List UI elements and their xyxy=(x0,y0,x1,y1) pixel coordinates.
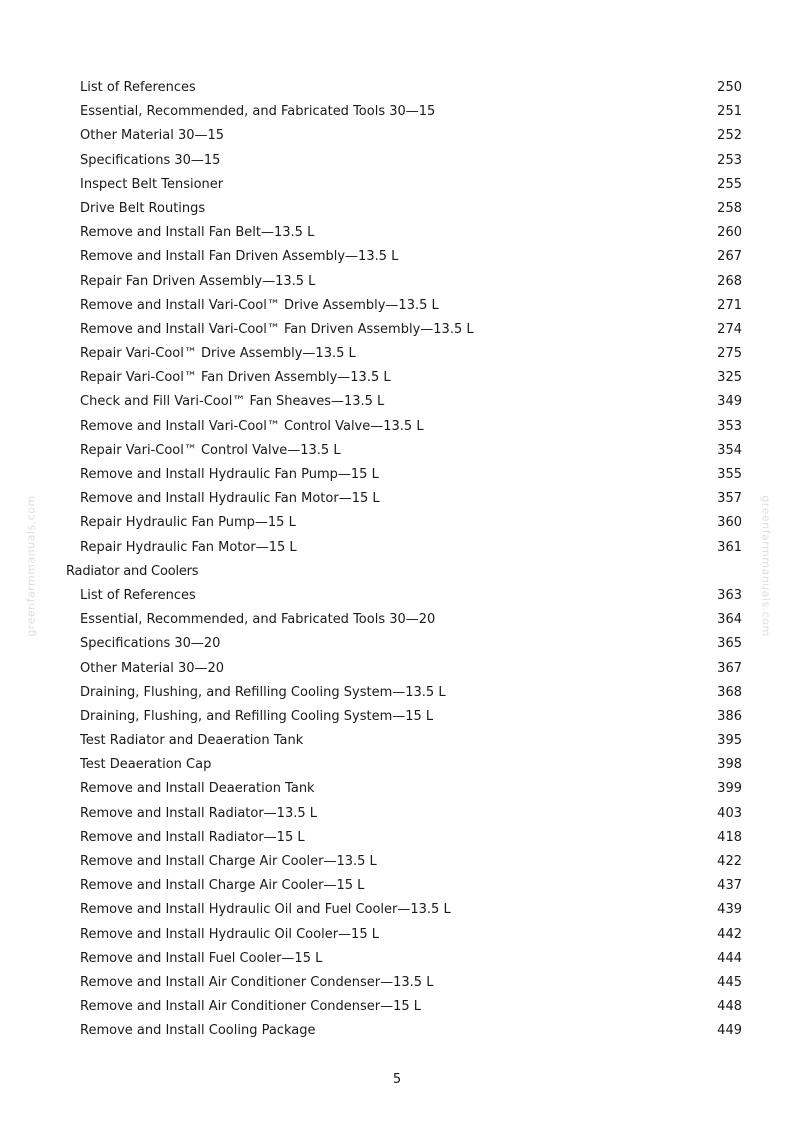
toc-entry-page-number: 267 xyxy=(717,249,742,265)
toc-entry[interactable] xyxy=(0,608,794,632)
toc-entry[interactable] xyxy=(0,245,794,269)
toc-entry[interactable] xyxy=(0,439,794,463)
toc-entry-title: Remove and Install Vari-Cool™ Control Valve—13.5 L xyxy=(80,418,424,434)
section-title: Radiator and Coolers xyxy=(66,563,199,579)
toc-entry[interactable] xyxy=(0,342,794,366)
toc-entry[interactable] xyxy=(0,124,794,148)
toc-entry[interactable] xyxy=(0,487,794,511)
toc-entry-title: List of References xyxy=(80,587,196,603)
toc-entry-page-number: 368 xyxy=(717,684,742,700)
toc-entry[interactable] xyxy=(0,100,794,124)
toc-entry-page-number: 448 xyxy=(717,999,742,1015)
toc-entry-page-number: 386 xyxy=(717,708,742,724)
toc-entry-title: Specifications 30—20 xyxy=(80,636,221,652)
toc-entry[interactable] xyxy=(0,995,794,1019)
toc-entry[interactable] xyxy=(0,1019,794,1043)
toc-entry[interactable] xyxy=(0,76,794,100)
toc-entry-title: Other Material 30—20 xyxy=(80,660,225,676)
toc-entry[interactable] xyxy=(0,318,794,342)
toc-entry[interactable] xyxy=(0,149,794,173)
toc-entry-page-number: 274 xyxy=(717,321,742,337)
toc-entry[interactable] xyxy=(0,173,794,197)
toc-entry[interactable] xyxy=(0,584,794,608)
toc-entry[interactable] xyxy=(0,657,794,681)
toc-entry-title: Repair Fan Driven Assembly—13.5 L xyxy=(80,273,316,289)
toc-entry-page-number: 444 xyxy=(717,950,742,966)
toc-entry-title: Remove and Install Air Conditioner Condenser—15 L xyxy=(80,999,422,1015)
toc-entry[interactable] xyxy=(0,947,794,971)
toc-entry-page-number: 437 xyxy=(717,878,742,894)
toc-entry[interactable] xyxy=(0,971,794,995)
toc-entry[interactable] xyxy=(0,681,794,705)
toc-entry[interactable] xyxy=(0,850,794,874)
toc-entry-page-number: 363 xyxy=(717,587,742,603)
toc-entry-title: Repair Vari-Cool™ Fan Driven Assembly—13.5 L xyxy=(80,370,391,386)
toc-entry-title: List of References xyxy=(80,80,196,95)
toc-entry[interactable] xyxy=(0,390,794,414)
toc-entry-title: Remove and Install Hydraulic Oil and Fuel Cooler—13.5 L xyxy=(80,902,451,918)
toc-entry-page-number: 255 xyxy=(717,176,742,192)
toc-entry-page-number: 349 xyxy=(717,394,742,410)
toc-entry-title: Remove and Install Cooling Package xyxy=(80,1023,316,1039)
toc-entry-title: Remove and Install Radiator—15 L xyxy=(80,829,305,845)
toc-entry-title: Essential, Recommended, and Fabricated Tools 30—20 xyxy=(80,612,436,628)
toc-entry-title: Remove and Install Hydraulic Fan Pump—15 L xyxy=(80,467,379,482)
toc-entry-title: Essential, Recommended, and Fabricated Tools 30—15 xyxy=(80,104,436,120)
toc-entry[interactable] xyxy=(0,632,794,656)
page-number: 5 xyxy=(392,1072,402,1087)
toc-entry-title: Repair Hydraulic Fan Pump—15 L xyxy=(80,515,296,531)
toc-entry-page-number: 439 xyxy=(717,902,742,918)
watermark-left: greenfarmmanuals.com xyxy=(24,495,38,637)
toc-entry[interactable] xyxy=(0,511,794,535)
toc-entry-page-number: 268 xyxy=(717,273,742,289)
toc-entry-page-number: 364 xyxy=(717,612,742,628)
toc-entry-page-number: 275 xyxy=(717,346,742,362)
toc-entry-page-number: 250 xyxy=(717,80,742,95)
toc-entry-page-number: 355 xyxy=(717,467,742,482)
table-of-contents xyxy=(0,76,794,1044)
toc-entry-title: Remove and Install Hydraulic Oil Cooler—15 L xyxy=(80,926,379,942)
toc-entry-title: Check and Fill Vari-Cool™ Fan Sheaves—13.5 L xyxy=(80,394,385,410)
toc-entry[interactable] xyxy=(0,802,794,826)
toc-entry[interactable] xyxy=(0,874,794,898)
toc-entry-page-number: 418 xyxy=(717,829,742,845)
toc-entry-title: Repair Hydraulic Fan Motor—15 L xyxy=(80,539,297,555)
watermark-right: greenfarmmanuals.com xyxy=(759,495,773,637)
toc-entry[interactable] xyxy=(0,898,794,922)
toc-entry[interactable] xyxy=(0,705,794,729)
toc-entry-page-number: 422 xyxy=(717,854,742,869)
toc-entry[interactable] xyxy=(0,536,794,560)
toc-entry-title: Specifications 30—15 xyxy=(80,152,221,168)
toc-entry[interactable] xyxy=(0,366,794,390)
toc-entry-page-number: 251 xyxy=(717,104,742,120)
toc-entry-title: Remove and Install Air Conditioner Condenser—13.5 L xyxy=(80,974,434,990)
toc-entry-title: Test Radiator and Deaeration Tank xyxy=(80,733,304,749)
toc-entry-page-number: 357 xyxy=(717,491,742,507)
toc-entry-title: Draining, Flushing, and Refilling Cooling System—13.5 L xyxy=(80,684,446,700)
toc-entry-page-number: 442 xyxy=(717,926,742,942)
toc-entry-title: Test Deaeration Cap xyxy=(80,757,212,773)
toc-entry-page-number: 367 xyxy=(717,660,742,676)
toc-entry-title: Repair Vari-Cool™ Control Valve—13.5 L xyxy=(80,442,341,458)
toc-entry-page-number: 260 xyxy=(717,225,742,241)
toc-entry-page-number: 449 xyxy=(717,1023,742,1039)
toc-entry-title: Remove and Install Fuel Cooler—15 L xyxy=(80,950,323,966)
toc-entry-title: Remove and Install Radiator—13.5 L xyxy=(80,805,318,821)
toc-entry-page-number: 258 xyxy=(717,200,742,216)
toc-entry[interactable] xyxy=(0,826,794,850)
toc-entry-page-number: 325 xyxy=(717,370,742,386)
toc-entry-title: Remove and Install Deaeration Tank xyxy=(80,781,315,797)
toc-entry[interactable] xyxy=(0,197,794,221)
toc-entry-page-number: 271 xyxy=(717,297,742,313)
toc-entry-page-number: 253 xyxy=(717,152,742,168)
toc-entry-page-number: 395 xyxy=(717,733,742,749)
toc-entry[interactable] xyxy=(0,729,794,753)
toc-entry-page-number: 354 xyxy=(717,442,742,458)
toc-entry-title: Draining, Flushing, and Refilling Cooling System—15 L xyxy=(80,708,434,724)
toc-entry[interactable] xyxy=(0,777,794,801)
toc-entry-page-number: 361 xyxy=(717,539,742,555)
toc-entry[interactable] xyxy=(0,270,794,294)
toc-entry-page-number: 403 xyxy=(717,805,742,821)
toc-entry[interactable] xyxy=(0,753,794,777)
toc-section-heading xyxy=(0,560,794,584)
toc-entry-title: Remove and Install Vari-Cool™ Fan Driven Assembly—13.5 L xyxy=(80,321,474,337)
toc-entry-page-number: 399 xyxy=(717,781,742,797)
toc-entry[interactable] xyxy=(0,415,794,439)
toc-entry-title: Remove and Install Fan Driven Assembly—13.5 L xyxy=(80,249,399,265)
toc-entry-page-number: 360 xyxy=(717,515,742,531)
toc-entry[interactable] xyxy=(0,294,794,318)
toc-entry-page-number: 445 xyxy=(717,974,742,990)
toc-entry-page-number: 252 xyxy=(717,128,742,144)
toc-entry-title: Remove and Install Vari-Cool™ Drive Assembly—13.5 L xyxy=(80,297,439,313)
toc-entry-title: Remove and Install Fan Belt—13.5 L xyxy=(80,225,315,241)
toc-entry-title: Other Material 30—15 xyxy=(80,128,225,144)
toc-entry-title: Repair Vari-Cool™ Drive Assembly—13.5 L xyxy=(80,346,356,362)
toc-entry-title: Drive Belt Routings xyxy=(80,200,206,216)
toc-entry[interactable] xyxy=(0,463,794,487)
toc-entry-page-number: 353 xyxy=(717,418,742,434)
toc-entry-title: Remove and Install Charge Air Cooler—15 L xyxy=(80,878,365,894)
toc-entry[interactable] xyxy=(0,221,794,245)
toc-entry-title: Remove and Install Hydraulic Fan Motor—15 L xyxy=(80,491,380,507)
toc-entry-page-number: 365 xyxy=(717,636,742,652)
toc-entry-title: Inspect Belt Tensioner xyxy=(80,176,224,192)
toc-entry-title: Remove and Install Charge Air Cooler—13.5 L xyxy=(80,854,377,869)
toc-entry[interactable] xyxy=(0,923,794,947)
toc-entry-page-number: 398 xyxy=(717,757,742,773)
